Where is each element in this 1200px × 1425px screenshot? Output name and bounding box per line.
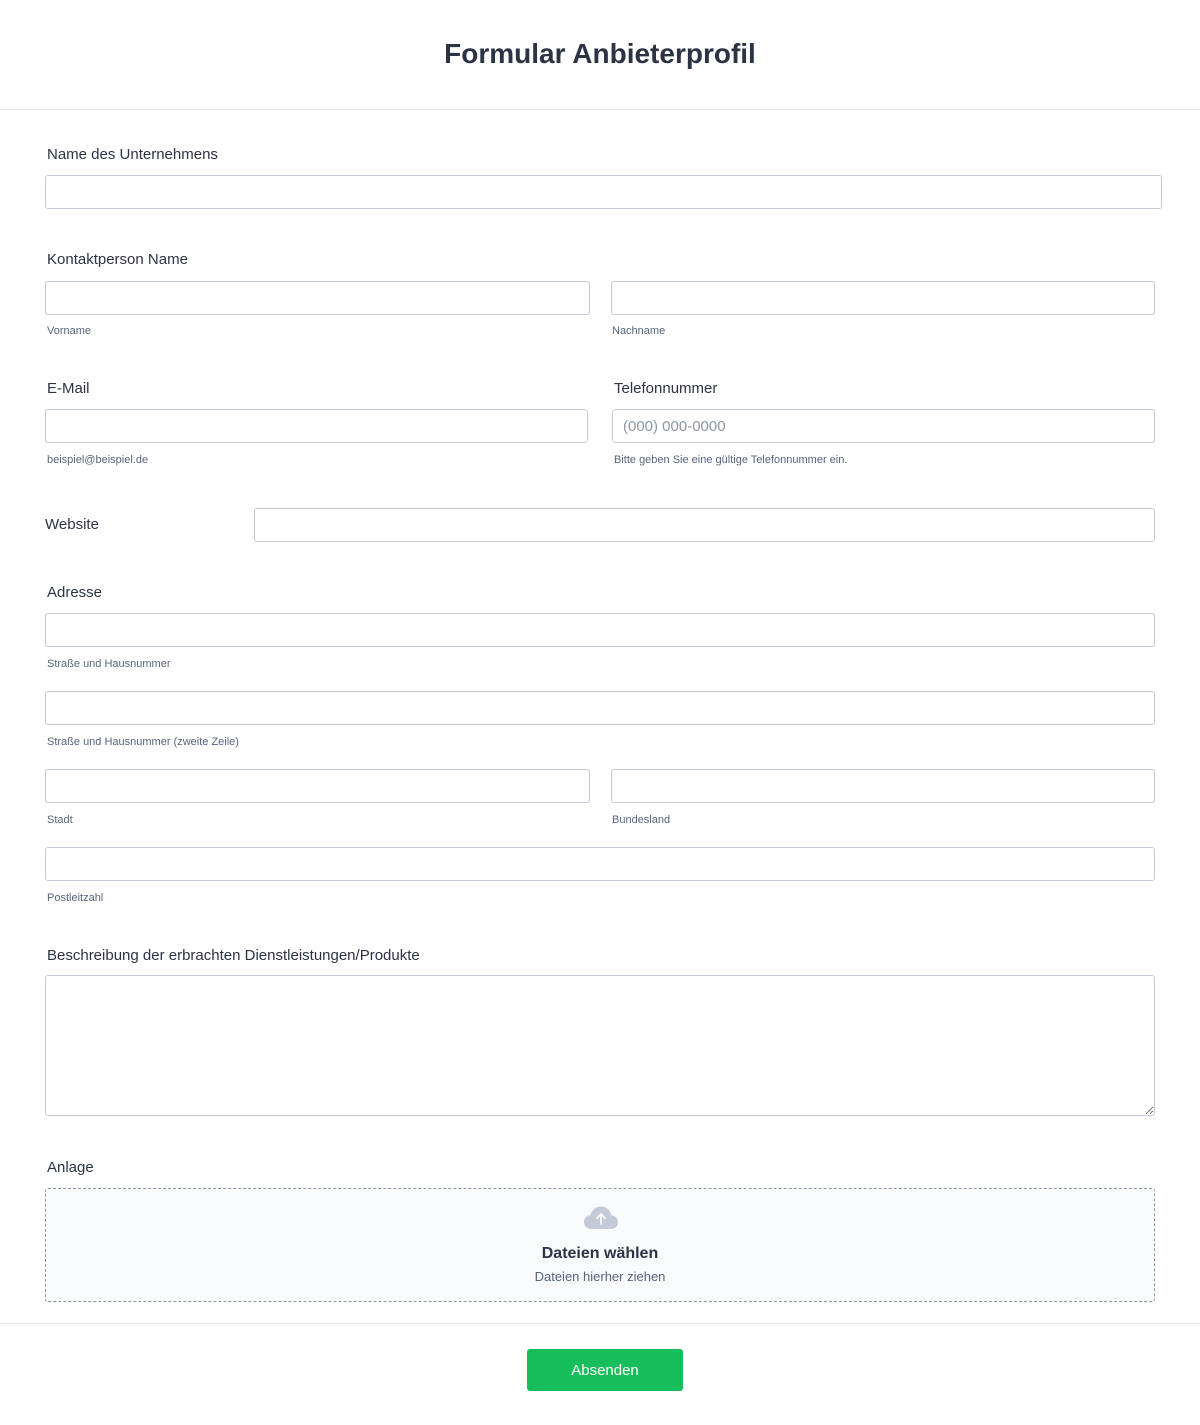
form-header bbox=[0, 0, 1200, 110]
street2-input[interactable] bbox=[45, 691, 1155, 725]
company-name-label: Name des Unternehmens bbox=[47, 146, 218, 163]
file-upload-dropzone[interactable] bbox=[45, 1188, 1155, 1302]
footer-divider bbox=[0, 1323, 1200, 1324]
phone-input[interactable] bbox=[612, 409, 1155, 443]
contact-name-label: Kontaktperson Name bbox=[47, 251, 188, 268]
state-input[interactable] bbox=[611, 769, 1155, 803]
submit-button[interactable]: Absenden bbox=[527, 1349, 683, 1391]
website-input[interactable] bbox=[254, 508, 1155, 542]
city-input[interactable] bbox=[45, 769, 590, 803]
city-sublabel: Stadt bbox=[47, 814, 73, 826]
description-label: Beschreibung der erbrachten Dienstleistungen/Produkte bbox=[47, 947, 420, 964]
drop-files-hint: Dateien hierher ziehen bbox=[534, 1269, 666, 1284]
cloud-upload-icon bbox=[583, 1205, 619, 1236]
zip-sublabel: Postleitzahl bbox=[47, 892, 104, 904]
zip-input[interactable] bbox=[45, 847, 1155, 881]
last-name-sublabel: Nachname bbox=[612, 325, 666, 337]
phone-sublabel: Bitte geben Sie eine gültige Telefonnummer ein. bbox=[614, 454, 848, 466]
street2-sublabel: Straße und Hausnummer (zweite Zeile) bbox=[47, 736, 239, 748]
email-sublabel: beispiel@beispiel.de bbox=[47, 454, 149, 466]
company-name-input[interactable] bbox=[45, 175, 1162, 209]
address-label: Adresse bbox=[47, 584, 103, 601]
website-label: Website bbox=[45, 516, 99, 533]
first-name-sublabel: Vorname bbox=[47, 325, 92, 337]
street-input[interactable] bbox=[45, 613, 1155, 647]
first-name-input[interactable] bbox=[45, 281, 590, 315]
state-sublabel: Bundesland bbox=[612, 814, 671, 826]
phone-label: Telefonnummer bbox=[614, 380, 718, 397]
email-input[interactable] bbox=[45, 409, 588, 443]
email-label: E-Mail bbox=[47, 380, 90, 397]
description-textarea[interactable] bbox=[45, 975, 1155, 1116]
choose-files-text[interactable]: Dateien wählen bbox=[541, 1245, 659, 1262]
attachment-label: Anlage bbox=[47, 1159, 94, 1176]
last-name-input[interactable] bbox=[611, 281, 1155, 315]
form-title: Formular Anbieterprofil bbox=[444, 37, 756, 69]
street-sublabel: Straße und Hausnummer bbox=[47, 658, 171, 670]
